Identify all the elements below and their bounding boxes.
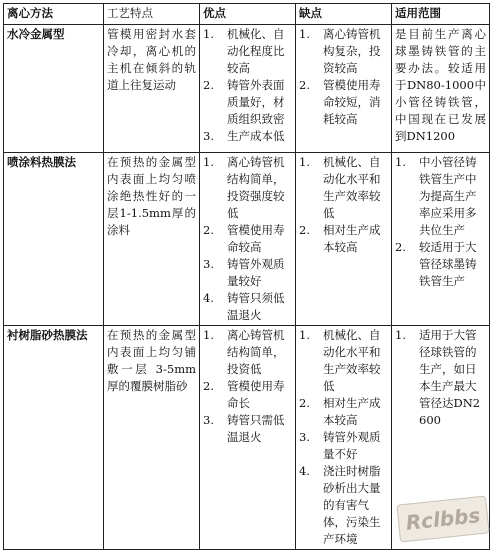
list-item: 1. 适用于大管径球铁管的生产，如日本生产最大管径达DN2600	[395, 328, 481, 427]
header-pros: 优点	[200, 4, 296, 25]
list-item: 3. 铸管只需低温退火	[203, 413, 285, 444]
header-row	[4, 4, 490, 25]
list-item: 4. 铸管只须低温退火	[203, 291, 285, 322]
pros-cell	[200, 326, 296, 550]
list-item: 2. 较适用于大管径球墨铸铁管生产	[395, 240, 477, 288]
cons-cell	[296, 326, 392, 550]
header-method: 离心方法	[4, 4, 104, 25]
list-item: 2. 相对生产成本较高	[299, 223, 381, 254]
cons-cell	[296, 153, 392, 326]
list-item: 1. 离心铸管机结构简单，投资强度较低	[203, 155, 285, 220]
list-item: 3. 铸管外观质量较好	[203, 257, 285, 288]
scope-cell: 是目前生产离心球墨铸铁管的主要办法。较适用于DN80-1000中小管径铸铁管，中国现在已发展到DN1200	[392, 25, 490, 153]
process-cell: 在预热的金属型内表面上均匀铺敷一层 3-5mm厚的覆膜树脂砂	[104, 326, 200, 550]
method-cell: 水冷金属型	[4, 25, 104, 153]
list-item: 1. 机械化、自动化水平和生产效率较低	[299, 155, 381, 220]
list-item: 1. 离心铸管机结构简单，投资低	[203, 328, 285, 376]
header-process: 工艺特点	[104, 4, 200, 25]
header-cons: 缺点	[296, 4, 392, 25]
cons-cell	[296, 25, 392, 153]
method-cell: 衬树脂砂热膜法	[4, 326, 104, 550]
list-item: 2. 管模使用寿命长	[203, 379, 285, 410]
list-item: 2. 管模使用寿命较短，消耗较高	[299, 78, 381, 126]
header-scope: 适用范围	[392, 4, 490, 25]
pros-cell	[200, 25, 296, 153]
table-row	[4, 153, 490, 326]
list-item: 1. 离心铸管机构复杂，投资较高	[299, 27, 381, 75]
process-cell: 管模用密封水套冷却，离心机的主机在倾斜的轨道上往复运动	[104, 25, 200, 153]
list-item: 2. 管模使用寿命较高	[203, 223, 285, 254]
method-cell: 喷涂料热膜法	[4, 153, 104, 326]
list-item: 3. 生产成本低	[203, 129, 285, 143]
pros-cell	[200, 153, 296, 326]
list-item: 3. 铸管外观质量不好	[299, 430, 381, 461]
list-item: 2. 相对生产成本较高	[299, 396, 381, 427]
list-item: 2. 铸管外表面质量好，材质组织致密	[203, 78, 285, 126]
comparison-table	[3, 3, 490, 550]
list-item: 1. 机械化、自动化程度比较高	[203, 27, 285, 75]
list-item: 1. 机械化、自动化水平和生产效率较低	[299, 328, 381, 393]
scope-cell	[392, 153, 490, 326]
list-item: 4. 浇注时树脂砂析出大量的有害气体，污染生产环境	[299, 464, 381, 546]
watermark-logo: Rclbbs	[396, 495, 489, 542]
process-cell: 在预热的金属型内表面上均匀喷涂绝热性好的一层1-1.5mm厚的涂料	[104, 153, 200, 326]
table-row	[4, 25, 490, 153]
list-item: 1. 中小管径铸铁管生产中为提高生产率应采用多共位生产	[395, 155, 477, 237]
